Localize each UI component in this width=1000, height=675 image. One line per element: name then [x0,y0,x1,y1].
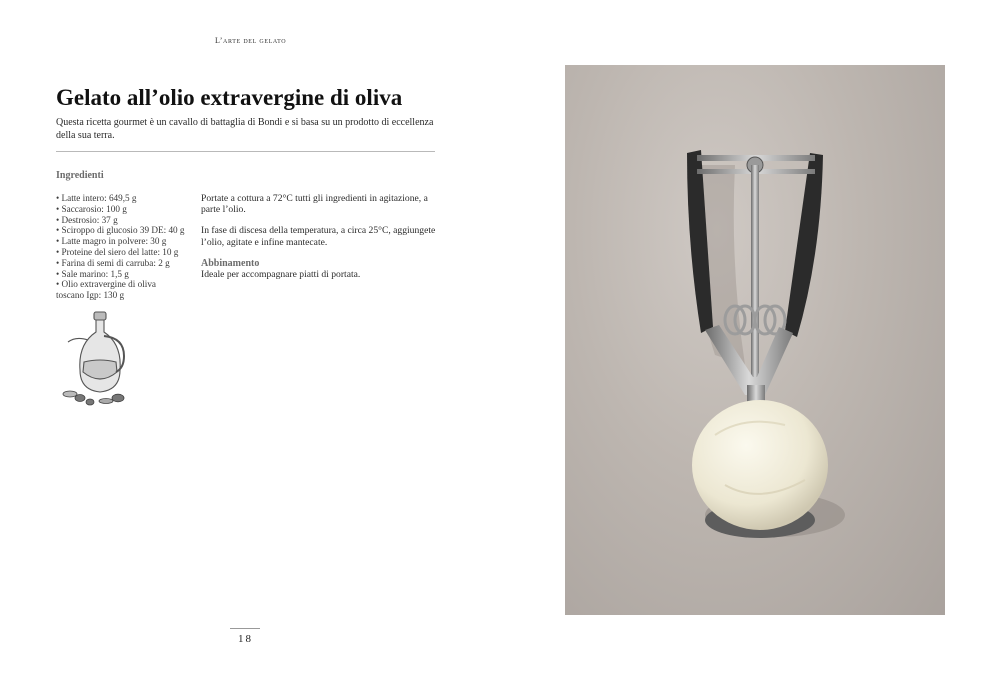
step-paragraph: In fase di discesa della temperatura, a circa 25°C, aggiungete l’olio, agitate e infine mantecate. [201,225,436,248]
recipe-steps [201,193,441,280]
pairing-text: Ideale per accompagnare piatti di portata. [201,269,361,281]
ingredient-item: • Latte intero: 649,5 g [56,193,137,203]
ice-cream-scoop-photo [565,65,945,615]
ingredient-item: • Farina di semi di carruba: 2 g [56,257,170,268]
section-divider [56,151,435,152]
step-paragraph: Portate a cottura a 72°C tutti gli ingredienti in agitazione, a parte l’olio. [201,193,428,216]
ingredient-item: • Olio extravergine di oliva toscano Igp: 130 g [56,279,156,301]
olive-oil-bottle-icon [58,310,138,410]
pairing-heading: Abbinamento [201,257,260,269]
recipe-intro: Questa ricetta gourmet è un cavallo di battaglia di Bondi e si basa su un prodotto di eccellenza della sua terra. [56,117,434,141]
ingredient-item: • Sale marino: 1,5 g [56,268,129,279]
ingredient-item: • Sciroppo di glucosio 39 DE: 40 g [56,225,185,236]
ingredient-item: • Destrosio: 37 g [56,214,118,225]
ingredient-item: • Latte magro in polvere: 30 g [56,236,167,247]
page-number-rule [230,628,260,629]
recipe-title: Gelato all’olio extravergine di oliva [56,85,403,110]
ingredient-item: • Proteine del siero del latte: 10 g [56,246,179,257]
ingredients-list [56,193,196,301]
ingredient-item: • Saccarosio: 100 g [56,203,127,214]
running-head: L’arte del gelato [215,36,287,45]
ingredients-heading: Ingredienti [56,170,104,181]
page-number: 18 [238,633,253,645]
